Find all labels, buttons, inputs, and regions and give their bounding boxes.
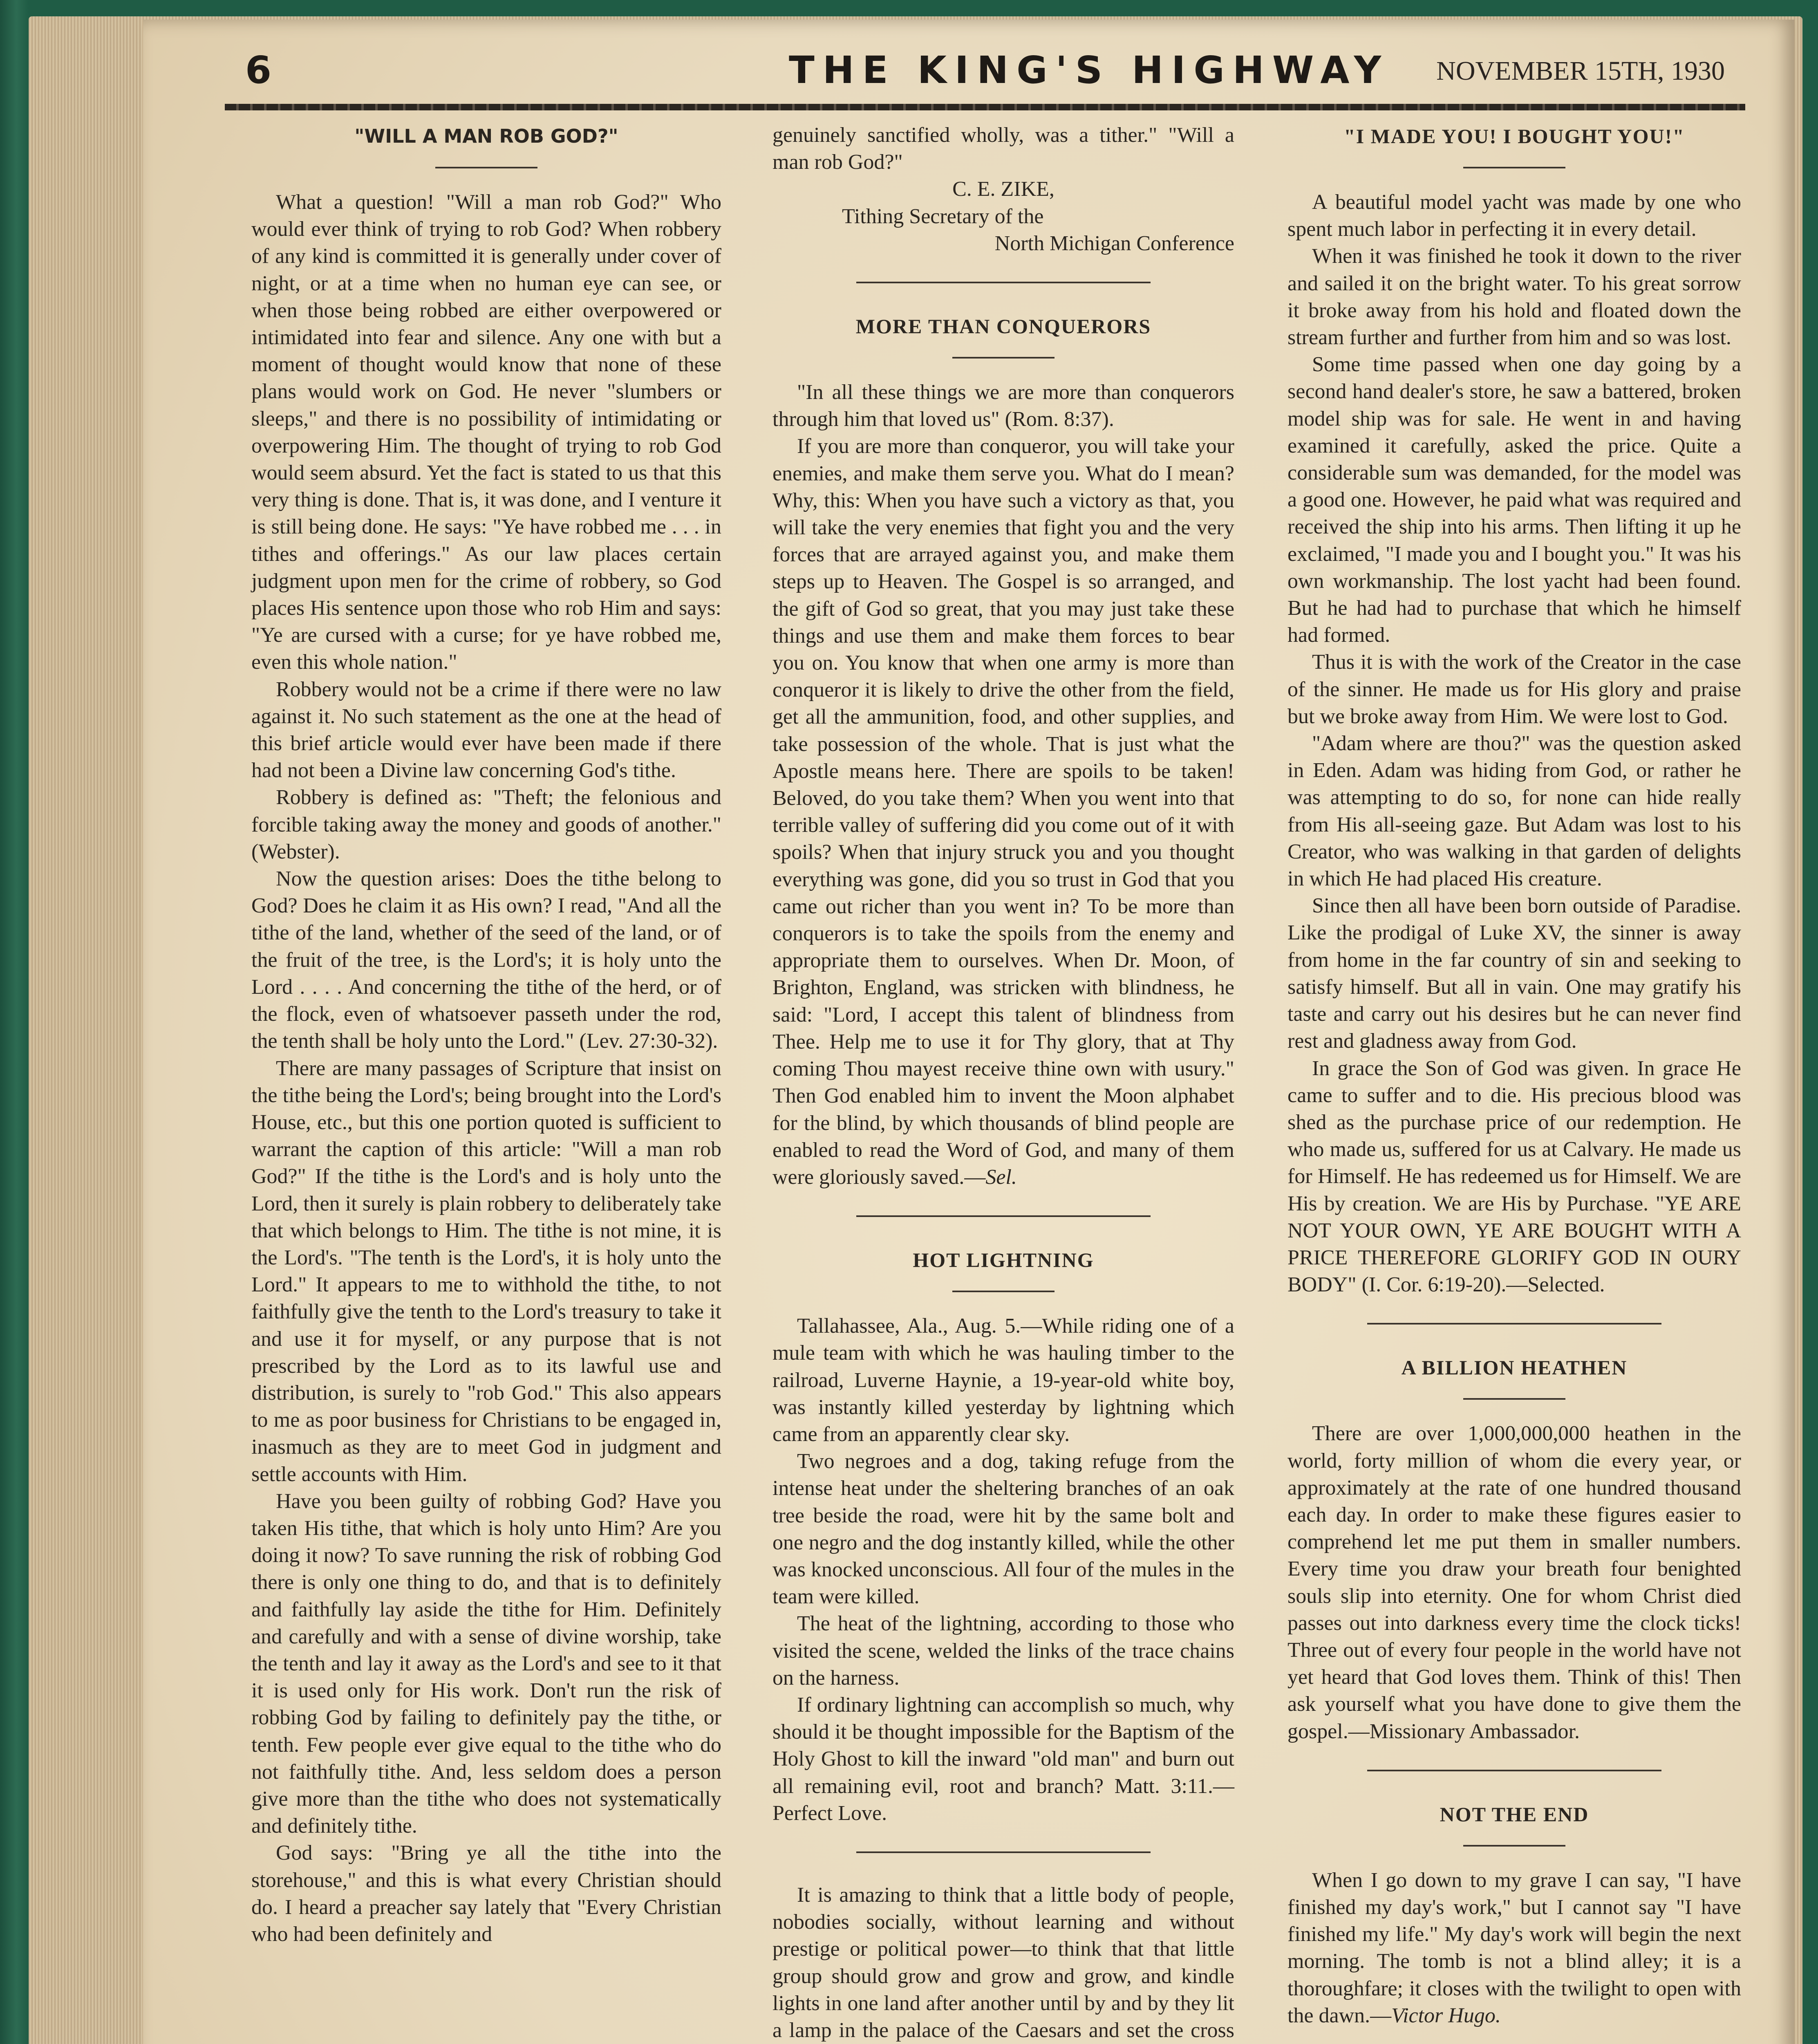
- paragraph: "Adam where are thou?" was the question asked in Eden. Adam was hiding from God, or rather he was attempting to do so, for none can hide really from His all-seeing gaze. But Adam was lost to his Creator, who was walking in that garden of delights in which He had placed His creature.: [1287, 732, 1741, 891]
- article-title: HOT LIGHTNING: [913, 1248, 1094, 1272]
- article-divider: [856, 282, 1151, 283]
- title-rule: [1463, 1398, 1565, 1400]
- attribution: Sel.: [985, 1165, 1017, 1189]
- paragraph: Robbery would not be a crime if there were no law against it. No such statement as the one at the head of this brief article would ever have been made if there had not been a Divine law concerning God's tithe.: [251, 677, 721, 782]
- paragraph: [1287, 1867, 1741, 2029]
- article-title: MORE THAN CONQUERORS: [855, 315, 1151, 338]
- attribution: Victor Hugo.: [1391, 2004, 1501, 2027]
- paragraph: What a question! "Will a man rob God?" Who would ever think of trying to rob God? When robbery of any kind is committed it is generally under cover of night, or at a time when no human eye can see, or when those being robbed are either overpowered or intimidated into fear and silence. Any one with but a moment of thought would know that none of these plans would work on God. He never "slumbers or sleeps," and there is no possibility of intimidating or overpowering Him. The thought of trying to rob God would seem absurd. Yet the fact is stated to us that this very thing is done. That is, it was done, and I venture it is still being done. He says: "Ye have robbed me . . . in tithes and offerings." As our law places certain judgment upon men for the crime of robbery, so God places His sentence upon those who rob Him and says: "Ye are cursed with a curse; for ye have robbed me, even this whole nation.": [251, 191, 721, 674]
- paragraph-text: It is amazing to think that a little body of people, nobodies socially, without learning and without prestige or political power—to think that that little group should grow and grow and grow, and kindle lights in one land after another until by and by they lit a lamp in the palace of the Caesars and set the cross: [772, 1883, 1234, 2042]
- paragraph: There are over 1,000,000,000 heathen in the world, forty million of whom die every year, or approximately at the rate of one hundred thousand each day. In order to make these figures easier to comprehend let me put them in smaller numbers. Every time you draw your breath four benighted souls slip into eternity. One for whom Christ died passes out into darkness every time the clock ticks! Three out of every four people in the world have not yet heard that God loves them. Think of this! Then ask yourself what you have done to give them the gospel.—Missionary Ambassador.: [1287, 1422, 1741, 1743]
- paragraph: When it was finished he took it down to the river and sailed it on the bright water. To his great sorrow it broke away from his hold and floated down the stream further and further from him and so was lost.: [1287, 244, 1741, 350]
- signature-line: Tithing Secretary of the: [842, 204, 1044, 228]
- paragraph: Some time passed when one day going by a second hand dealer's store, he saw a battered, broken model ship was for sale. He went in and having examined it carefully, asked the price. Quite a considerable sum was demanded, for the model was a good one. However, he paid what was required and received the ship into his arms. Then lifting it up he exclaimed, "I made you and I bought you." It was his own workmanship. The lost yacht had been found. But he had had to purchase that which he himself had formed.: [1287, 353, 1741, 647]
- article-divider: [1367, 1770, 1661, 1771]
- column-1: [251, 122, 721, 1948]
- article-title: A BILLION HEATHEN: [1401, 1356, 1628, 1379]
- paragraph: Two negroes and a dog, taking refuge from the intense heat under the sheltering branches of an oak tree beside the road, were hit by the same bolt and one negro and the dog instantly killed, while the other was knocked unconscious. All four of the mules in the team were killed.: [772, 1450, 1234, 1609]
- paragraph: If ordinary lightning can accomplish so much, why should it be thought impossible for the Baptism of the Holy Ghost to kill the inward "old man" and burn out all remaining evil, root and branch? Matt. 3:11.—Perfect Love.: [772, 1693, 1234, 1825]
- paragraph: God says: "Bring ye all the tithe into the storehouse," and this is what every Christian should do. I heard a preacher say lately that "Every Christian who had been definitely and: [251, 1841, 721, 1946]
- signature-name: C. E. ZIKE,: [952, 177, 1055, 201]
- column-2: [772, 122, 1234, 2044]
- article-title: NOT THE END: [1440, 1802, 1589, 1826]
- paragraph: In grace the Son of God was given. In grace He came to suffer and to die. His precious blood was shed as the purchase price of our redemption. He who made us, suffered for us at Calvary. He made us for Himself. He has redeemed us for Himself. We are His by creation. We are His by Purchase. "YE ARE NOT YOUR OWN, YE ARE BOUGHT WITH A PRICE THEREFORE GLORIFY GOD IN OURY BODY" (I. Cor. 6:19-20).—Selected.: [1287, 1056, 1741, 1297]
- signature-line: North Michigan Conference: [994, 231, 1234, 255]
- paragraph: [772, 1882, 1234, 2044]
- article-title: "I MADE YOU! I BOUGHT YOU!": [1343, 125, 1685, 148]
- column-3: [1287, 122, 1741, 2029]
- page-number: 6: [245, 48, 272, 92]
- article-divider: [856, 1851, 1151, 1853]
- paragraph: Now the question arises: Does the tithe belong to God? Does he claim it as His own? I read, "And all the tithe of the land, whether of the seed of the land, or of the fruit of the tree, is the Lord's; it is holy unto the Lord . . . . And concerning the tithe of the herd, or of the flock, even of whatsoever passeth under the rod, the tenth shall be holy unto the Lord." (Lev. 27:30-32).: [251, 867, 721, 1053]
- article-divider: [1367, 1323, 1661, 1325]
- paragraph: [772, 433, 1234, 1191]
- page-header: [245, 48, 1725, 101]
- paragraph: Have you been guilty of robbing God? Have you taken His tithe, that which is holy unto Him? Are you doing it now? To save running the risk of robbing God there is only one thing to do, and that is to definitely and faithfully lay aside the tithe for Him. Definitely and carefully and with a sense of divine worship, take the tenth and lay it away as the Lord's and see to it that it is used only for His work. Don't run the risk of robbing God by failing to definitely pay the tithe, or tenth. Few people ever give equal to the tithe who do not faithfully tithe. And, less seldom does a person give more than the tithe who does not systematically and definitely tithe.: [251, 1489, 721, 1838]
- article-title: "WILL A MAN ROB GOD?": [354, 125, 618, 147]
- title-rule: [1463, 167, 1565, 168]
- article-divider: [856, 1215, 1151, 1217]
- paragraph: Tallahassee, Ala., Aug. 5.—While riding one of a mule team with which he was hauling timber to the railroad, Luverne Haynie, a 19-year-old white boy, was instantly killed yesterday by lightning which came from an apparently clear sky.: [772, 1314, 1234, 1446]
- paragraph: There are many passages of Scripture that insist on the tithe being the Lord's; being brought into the Lord's House, etc., but this one portion quoted is sufficient to warrant the caption of this article: "Will a man rob God?" If the tithe is the Lord's and is holy unto the Lord, then it surely is plain robbery to deliberately take that which belongs to Him. The tithe is not mine, it is the Lord's. "The tenth is the Lord's, it is holy unto the Lord." It appears to me to withhold the tithe, to not faithfully give the tenth to the Lord's treasury to take it and use it for myself, or any purpose that is not prescribed by the Lord as to its lawful use and distribution, is surely to "rob God." This also appears to me as poor business for Christians to be engaged in, inasmuch as they are to meet God in judgment and settle accounts with Him.: [251, 1056, 721, 1486]
- continued-paragraph: genuinely sanctified wholly, was a tither." "Will a man rob God?": [772, 123, 1234, 174]
- title-rule: [1463, 1845, 1565, 1847]
- issue-date: NOVEMBER 15TH, 1930: [1436, 56, 1725, 86]
- masthead-title: THE KING'S HIGHWAY: [789, 48, 1390, 92]
- paragraph: A beautiful model yacht was made by one who spent much labor in perfecting it in every detail.: [1287, 191, 1741, 241]
- paragraph-text: If you are more than conqueror, you will take your enemies, and make them serve you. What do I mean? Why, this: When you have such a victory as that, you will take the very enemies that fight you and the very forces that are arrayed against you, and make them steps up to Heaven. The Gospel is so arranged, and the gift of God so great, that you may just take these things and use them and make them forces to bear you on. You know that when one army is more than conqueror it is likely to drive the other from the field, get all the ammunition, food, and other supplies, and take possession of the whole. That is just what the Apostle means here. There are spoils to be taken! Beloved, do you take them? When you went into that terrible valley of suffering did you come out of it with spoils? When that injury struck you and you thought everything was gone, did you so trust in God that you came out richer than you went in? To be more than conquerors is to take the spoils from the enemy and appropriate them to ourselves. When Dr. Moon, of Brighton, England, was stricken with blindness, he said: "Lord, I accept this talent of blindness from Thee. Help me to use it for Thy glory, that at Thy coming Thou mayest receive thine own with usury." Then God enabled him to invent the Moon alphabet for the blind, by which thousands of blind people are enabled to read the Word of God, and many of them were gloriously saved.—: [772, 435, 1234, 1189]
- paragraph-text: When I go down to my grave I can say, "I have finished my day's work," but I cannot say "I have finished my life." My day's work will begin the next morning. The tomb is not a blind alley; it is a thoroughfare; it closes with the twilight to open with the dawn.—: [1287, 1868, 1741, 2027]
- title-rule: [952, 357, 1055, 359]
- paragraph: Robbery is defined as: "Theft; the felonious and forcible taking away the money and goods of another." (Webster).: [251, 786, 721, 863]
- paragraph: The heat of the lightning, according to those who visited the scene, welded the links of the trace chains on the harness.: [772, 1612, 1234, 1690]
- header-rule: [225, 104, 1745, 110]
- paragraph: Since then all have been born outside of Paradise. Like the prodigal of Luke XV, the sinner is away from home in the far country of sin and seeking to satisfy himself. But all in vain. One may gratify his taste and carry out his desires but he can never find rest and gladness away from God.: [1287, 894, 1741, 1053]
- title-rule: [435, 167, 537, 168]
- newspaper-page: [143, 20, 1794, 2044]
- title-rule: [952, 1291, 1055, 1292]
- paragraph: "In all these things we are more than conquerors through him that loved us" (Rom. 8:37).: [772, 381, 1234, 431]
- paragraph: Thus it is with the work of the Creator in the case of the sinner. He made us for His glory and praise but we broke away from Him. We were lost to God.: [1287, 650, 1741, 728]
